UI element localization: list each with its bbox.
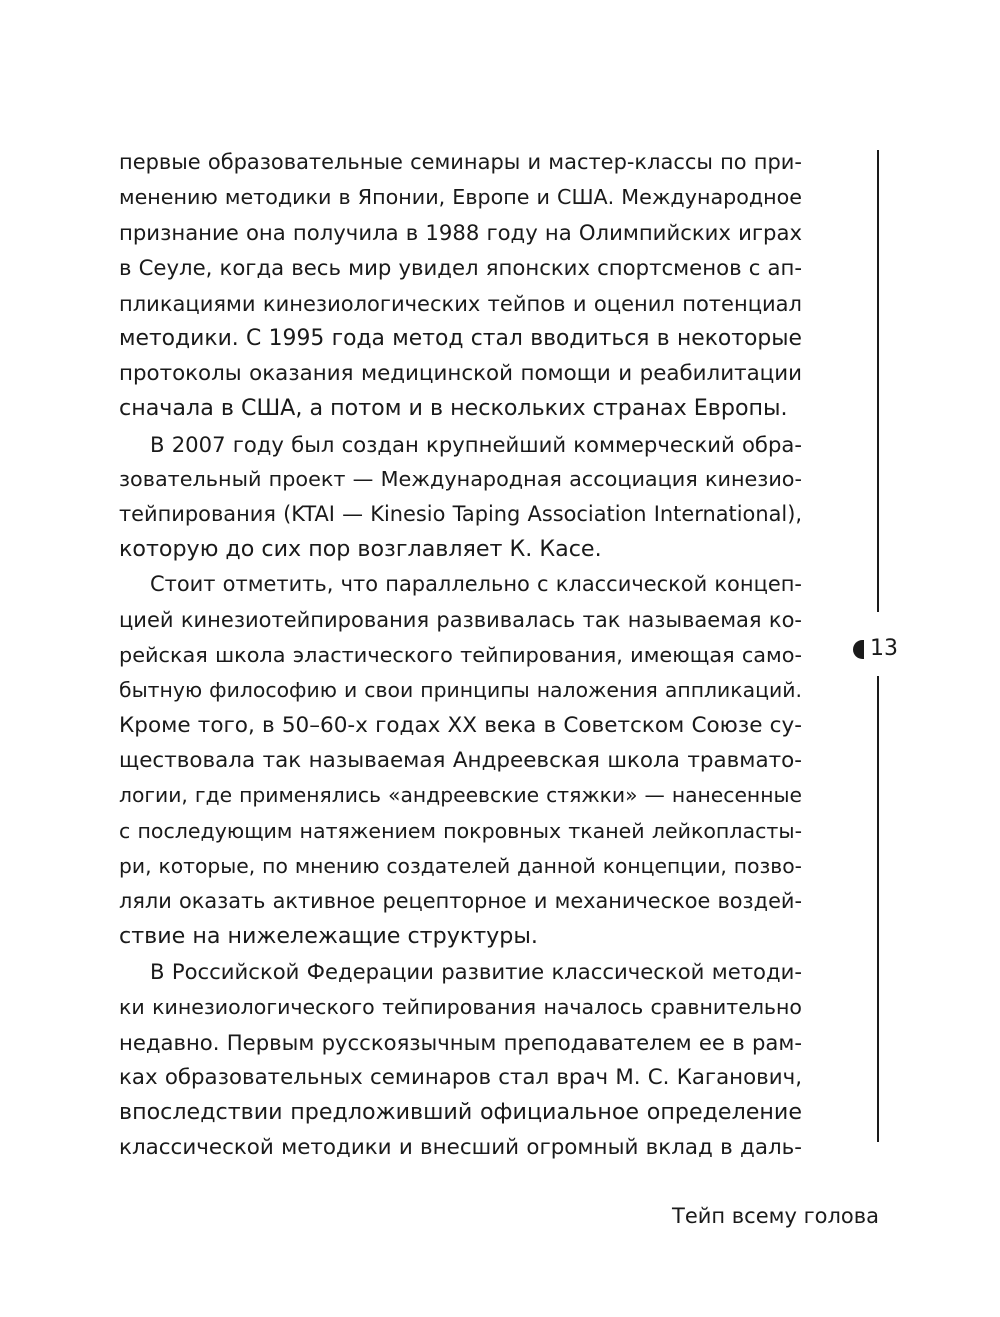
text-line: ствие на нижележащие структуры. <box>119 923 538 950</box>
text-line: Стоит отметить, что параллельно с классической концеп- <box>150 572 802 597</box>
text-line: пликациями кинезиологических тейпов и оценил потенциал <box>119 290 802 316</box>
text-line: в Сеуле, когда весь мир увидел японских спортсменов с ап- <box>119 255 802 281</box>
text-line: Кроме того, в 50–60-х годах XX века в Советском Союзе су- <box>119 713 802 738</box>
page-body <box>119 145 802 1165</box>
text-line: методики. С 1995 года метод стал вводиться в некоторые <box>119 325 802 351</box>
text-line: недавно. Первым русскоязычным преподавателем ее в рам- <box>119 1029 802 1055</box>
text-line: зовательный проект — Международная ассоциация кинезио- <box>119 466 802 491</box>
text-line: протоколы оказания медицинской помощи и реабилитации <box>119 361 802 387</box>
running-footer: Тейп всему голова <box>672 1204 879 1228</box>
paragraph-2 <box>119 427 802 568</box>
text-line: с последующим натяжением покровных тканей лейкопласты- <box>119 818 802 843</box>
text-line: ляли оказать активное рецепторное и механическое воздей- <box>119 888 802 913</box>
page-number-marker <box>853 634 898 664</box>
text-line: бытную философию и свои принципы наложения аппликаций. <box>119 677 802 702</box>
text-line: признание она получила в 1988 году на Олимпийских играх <box>119 220 802 246</box>
text-line: цией кинезиотейпирования развивалась так называемая ко- <box>119 607 802 633</box>
half-circle-icon <box>853 640 864 659</box>
text-line: первые образовательные семинары и мастер-классы по при- <box>119 150 802 174</box>
text-line: ществовала так называемая Андреевская школа травмато- <box>119 748 802 774</box>
text-line: впоследствии предложивший официальное определение <box>119 1099 802 1126</box>
paragraph-4 <box>119 954 802 1165</box>
text-line: логии, где применялись «андреевские стяжки» — нанесенные <box>119 783 802 808</box>
text-line: тейпирования (KTAI — Kinesio Taping Association International), <box>119 501 802 526</box>
text-line: менению методики в Японии, Европе и США. Международное <box>119 185 802 210</box>
text-line: ки кинезиологического тейпирования началось сравнительно <box>119 994 802 1019</box>
text-line: В 2007 году был создан крупнейший коммерческий обра- <box>150 431 802 457</box>
text-line: которую до сих пор возглавляет К. Касе. <box>119 536 602 563</box>
paragraph-1 <box>119 145 802 427</box>
page-number: 13 <box>870 636 898 661</box>
margin-rule-bottom <box>877 676 879 1142</box>
margin-rule-top <box>877 150 879 612</box>
paragraph-3 <box>119 567 802 954</box>
text-line: В Российской Федерации развитие классической методи- <box>150 959 802 985</box>
text-line: ках образовательных семинаров стал врач М. С. Каганович, <box>119 1064 802 1090</box>
text-line: рейская школа эластического тейпирования, имеющая само- <box>119 642 802 667</box>
text-line: сначала в США, а потом и в нескольких странах Европы. <box>119 395 788 422</box>
text-line: ри, которые, по мнению создателей данной концепции, позво- <box>119 853 802 878</box>
text-line: классической методики и внесший огромный вклад в даль- <box>119 1135 802 1161</box>
